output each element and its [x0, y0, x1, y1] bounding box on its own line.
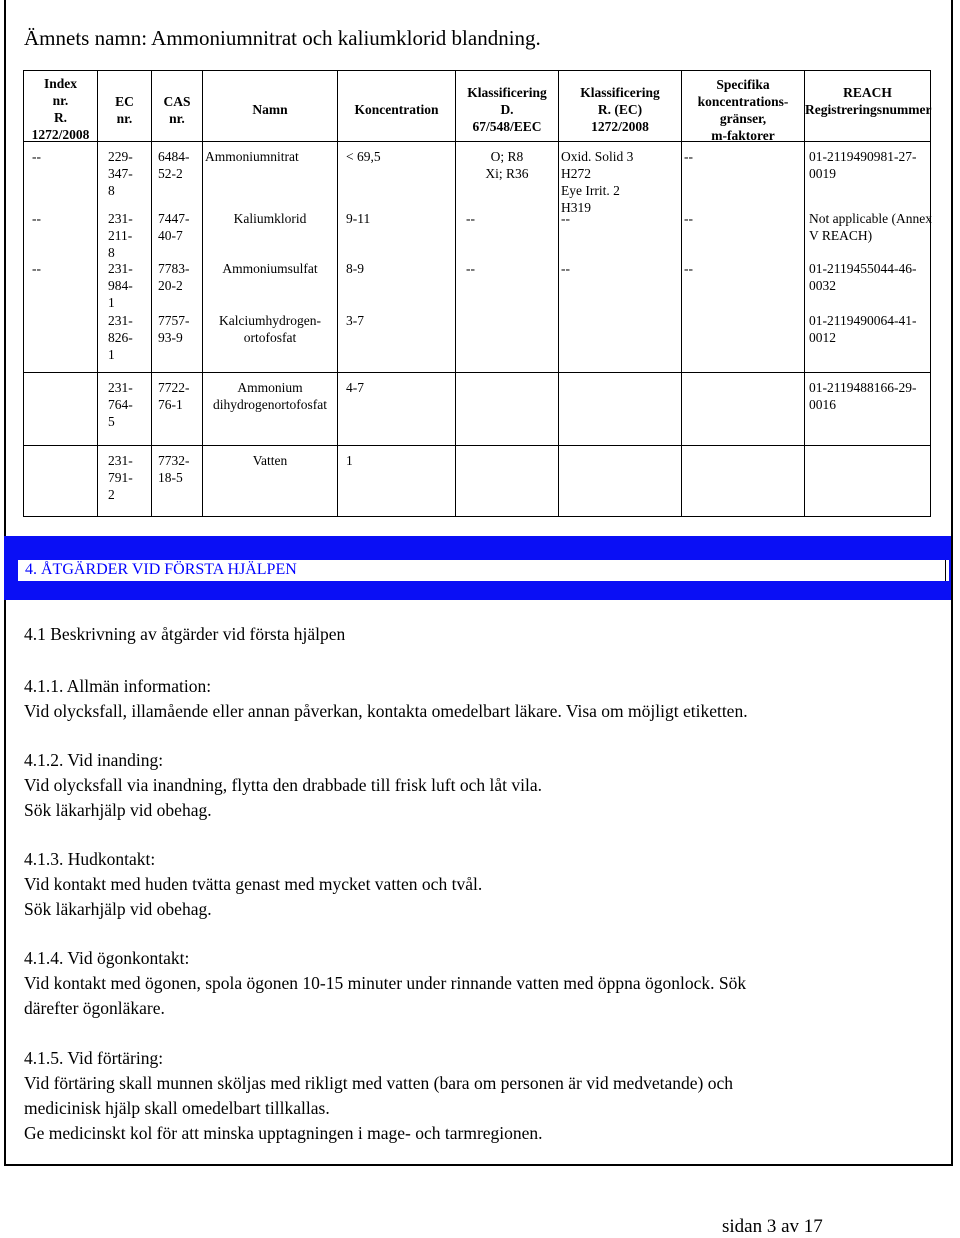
cell-reach: 01-2119490981-27-	[809, 149, 917, 164]
subheading: 4.1.5. Vid förtäring:	[24, 1048, 164, 1068]
cell-klass-d-cell	[456, 446, 559, 517]
cell-reach: 01-2119490064-41-	[809, 313, 917, 328]
header-ec: EC	[115, 94, 134, 109]
paragraph-line: Vid förtäring skall munnen sköljas med rikligt med vatten (bara om personen är vid medvetande) och	[24, 1073, 733, 1093]
cell-klass-d-cell	[456, 254, 559, 306]
header-klass-d: 67/548/EEC	[472, 119, 542, 134]
cell-klass-d-cell	[456, 306, 559, 373]
cell-spec-cell	[682, 373, 805, 446]
subheading: 4.1.1. Allmän information:	[24, 676, 212, 696]
cell-index-cell	[24, 446, 98, 517]
subheading: 4.1 Beskrivning av åtgärder vid första hjälpen	[24, 624, 346, 644]
paragraph-line: Ge medicinskt kol för att minska upptagningen i mage- och tarmregionen.	[24, 1123, 543, 1143]
cell-ec: 231-	[108, 313, 133, 328]
cell-konc: 1	[346, 453, 353, 468]
cell-cas-cell	[152, 446, 203, 517]
header-namn-cell	[203, 71, 338, 142]
cell-ec: 1	[108, 295, 115, 310]
cell-index: --	[32, 211, 41, 226]
cell-konc-cell	[338, 254, 456, 306]
text-cursor	[945, 560, 946, 581]
header-reach: REACH	[843, 85, 892, 100]
header-koncentration-cell	[338, 71, 456, 142]
cell-index-cell	[24, 142, 98, 205]
cell-reach: 0016	[809, 397, 836, 412]
cell-namn: ortofosfat	[243, 330, 297, 345]
paragraph-line: Sök läkarhjälp vid obehag.	[24, 800, 212, 820]
cell-spec-cell	[682, 254, 805, 306]
cell-reach: 0019	[809, 166, 836, 181]
paragraph-line: därefter ögonläkare.	[24, 998, 165, 1018]
cell-ec-cell	[98, 306, 152, 373]
cell-reach-cell	[805, 446, 931, 517]
cell-spec-cell	[682, 306, 805, 373]
header-index: nr.	[52, 93, 69, 108]
paragraph-line: Vid olycksfall, illamående eller annan påverkan, kontakta omedelbart läkare. Visa om möjligt etiketten.	[24, 701, 748, 721]
cell-spec-cell	[682, 204, 805, 254]
cell-namn-cell	[203, 204, 338, 254]
header-specifika: Specifika	[716, 77, 770, 92]
cell-reach: V REACH)	[809, 228, 873, 243]
paragraph-line: Vid olycksfall via inandning, flytta den drabbade till frisk luft och låt vila.	[24, 775, 542, 795]
cell-ec-cell	[98, 373, 152, 446]
cell-namn: Ammoniumnitrat	[205, 149, 299, 164]
header-klass-d: Klassificering	[467, 85, 547, 100]
cell-klass-d: O; R8	[490, 149, 524, 164]
cell-ec: 231-	[108, 380, 133, 395]
cell-namn: Kaliumklorid	[233, 211, 307, 226]
table-row	[24, 254, 931, 306]
header-index-cell	[24, 71, 98, 142]
cell-klass-r: Eye Irrit. 2	[561, 183, 620, 198]
header-reach: Registreringsnummer	[805, 102, 932, 117]
header-index: 1272/2008	[31, 127, 90, 142]
cell-namn: dihydrogenortofosfat	[213, 397, 327, 412]
cell-namn: Ammoniumsulfat	[222, 261, 318, 276]
header-klass-d-cell	[456, 71, 559, 142]
cell-cas-cell	[152, 204, 203, 254]
cell-konc-cell	[338, 204, 456, 254]
paragraph-line: Vid kontakt med ögonen, spola ögonen 10-15 minuter under rinnande vatten med öppna ögonlock. Sök	[24, 973, 747, 993]
cell-klass-d-cell	[456, 142, 559, 205]
cell-reach-cell	[805, 373, 931, 446]
cell-ec: 229-	[108, 149, 133, 164]
header-index: Index	[43, 76, 77, 91]
cell-ec: 5	[108, 414, 115, 429]
cell-cas-cell	[152, 373, 203, 446]
cell-cas: 6484-	[158, 149, 190, 164]
cell-cas: 7732-	[158, 453, 190, 468]
cell-ec: 231-	[108, 261, 133, 276]
cell-reach: Not applicable (Annex	[809, 211, 932, 226]
header-specifika: gränser,	[719, 111, 767, 126]
cell-ec: 984-	[108, 278, 133, 293]
header-koncentration: Koncentration	[354, 102, 439, 117]
header-cas: nr.	[169, 111, 185, 126]
cell-index: --	[32, 261, 41, 276]
cell-klass-r-cell	[559, 142, 682, 215]
header-specifika: m-faktorer	[711, 128, 775, 143]
cell-cas-cell	[152, 306, 203, 373]
paragraph-line: medicinisk hjälp skall omedelbart tillkallas.	[24, 1098, 330, 1118]
paragraph-line: Vid kontakt med huden tvätta genast med mycket vatten och tvål.	[24, 874, 483, 894]
table-row	[24, 204, 931, 254]
cell-cas: 18-5	[158, 470, 183, 485]
cell-index-cell	[24, 373, 98, 446]
cell-ec: 2	[108, 487, 115, 502]
cell-ec-cell	[98, 204, 152, 260]
cell-reach-cell	[805, 306, 931, 373]
cell-cas: 7722-	[158, 380, 190, 395]
cell-cas: 52-2	[158, 166, 183, 181]
cell-namn-cell	[203, 254, 338, 306]
subheading: 4.1.4. Vid ögonkontakt:	[24, 948, 190, 968]
cell-ec: 826-	[108, 330, 133, 345]
subheading: 4.1.3. Hudkontakt:	[24, 849, 156, 869]
cell-cas: 76-1	[158, 397, 183, 412]
cell-ec: 1	[108, 347, 115, 362]
header-klass-r: 1272/2008	[591, 119, 649, 134]
cell-ec: 211-	[108, 228, 133, 243]
cell-klass-r: H319	[561, 200, 591, 215]
cell-ec: 8	[108, 245, 115, 260]
header-namn: Namn	[252, 102, 288, 117]
cell-reach-cell	[805, 142, 931, 205]
cell-ec: 347-	[108, 166, 133, 181]
cell-spec-cell	[682, 446, 805, 517]
cell-namn: Kalciumhydrogen-	[219, 313, 321, 328]
cell-konc-cell	[338, 373, 456, 446]
cell-klass-d: --	[466, 211, 475, 226]
cell-ec-cell	[98, 142, 152, 205]
cell-spec: --	[684, 261, 693, 276]
cell-cas-cell	[152, 142, 203, 205]
cell-klass-r-cell	[559, 373, 682, 446]
header-index: R.	[53, 110, 68, 125]
cell-ec-cell	[98, 254, 152, 310]
cell-konc: < 69,5	[346, 149, 381, 164]
table-row	[24, 446, 931, 517]
cell-spec: --	[684, 211, 693, 226]
cell-ec: 791-	[108, 470, 133, 485]
header-cas: CAS	[163, 94, 191, 109]
cell-namn-cell	[203, 373, 338, 446]
cell-ec: 231-	[108, 453, 133, 468]
cell-cas: 7757-	[158, 313, 190, 328]
cell-konc-cell	[338, 142, 456, 205]
cell-cas: 7447-	[158, 211, 190, 226]
table-row	[24, 142, 931, 205]
header-ec-cell	[98, 71, 152, 142]
subheading: 4.1.2. Vid inanding:	[24, 750, 164, 770]
cell-namn-cell	[203, 142, 338, 205]
cell-klass-r: --	[561, 211, 570, 226]
paragraph-line: Sök läkarhjälp vid obehag.	[24, 899, 212, 919]
table-row	[24, 373, 931, 446]
table-header-row	[24, 71, 931, 142]
cell-konc: 9-11	[346, 211, 371, 226]
cell-ec: 764-	[108, 397, 133, 412]
cell-reach: 0032	[809, 278, 836, 293]
cell-reach: 0012	[809, 330, 836, 345]
cell-klass-d-cell	[456, 204, 559, 254]
cell-index-cell	[24, 204, 98, 254]
cell-klass-d-cell	[456, 373, 559, 446]
cell-index-cell	[24, 306, 98, 373]
header-klass-r-cell	[559, 71, 682, 142]
cell-klass-r: H272	[561, 166, 591, 181]
header-reach-cell	[805, 71, 931, 142]
cell-ec: 231-	[108, 211, 133, 226]
cell-klass-r: --	[561, 261, 570, 276]
cell-cas: 7783-	[158, 261, 190, 276]
cell-klass-r: Oxid. Solid 3	[561, 149, 634, 164]
cell-ec-cell	[98, 446, 152, 517]
cell-klass-r-cell	[559, 254, 682, 306]
cell-ec: 8	[108, 183, 115, 198]
cell-index-cell	[24, 254, 98, 306]
cell-index: --	[32, 149, 41, 164]
cell-namn: Ammonium	[237, 380, 303, 395]
cell-klass-d: Xi; R36	[485, 166, 529, 181]
page-number: sidan 3 av 17	[722, 1216, 823, 1237]
cell-reach-cell	[805, 254, 931, 306]
cell-namn-cell	[203, 306, 338, 373]
cell-konc-cell	[338, 446, 456, 517]
cell-konc-cell	[338, 306, 456, 373]
section-heading: 4. ÅTGÄRDER VID FÖRSTA HJÄLPEN	[25, 561, 297, 578]
header-klass-d: D.	[500, 102, 514, 117]
header-cas-cell	[152, 71, 203, 142]
header-ec: nr.	[116, 111, 133, 126]
cell-klass-r-cell	[559, 306, 682, 373]
cell-konc: 3-7	[346, 313, 364, 328]
document-title: Ämnets namn: Ammoniumnitrat och kaliumklorid blandning.	[24, 26, 541, 50]
cell-reach-cell	[805, 204, 931, 254]
header-klass-r: R. (EC)	[597, 102, 643, 117]
header-specifika-cell	[682, 71, 805, 142]
cell-konc: 8-9	[346, 261, 364, 276]
cell-spec-cell	[682, 142, 805, 205]
header-klass-r: Klassificering	[580, 85, 660, 100]
cell-konc: 4-7	[346, 380, 364, 395]
cell-klass-r-cell	[559, 204, 682, 254]
cell-reach: 01-2119455044-46-	[809, 261, 917, 276]
table-row	[24, 306, 931, 373]
cell-cas-cell	[152, 254, 203, 306]
section-heading-bar	[4, 536, 951, 600]
cell-cas: 40-7	[158, 228, 183, 243]
cell-klass-d: --	[466, 261, 475, 276]
header-specifika: koncentrations-	[697, 94, 789, 109]
cell-reach: 01-2119488166-29-	[809, 380, 917, 395]
cell-cas: 93-9	[158, 330, 183, 345]
cell-namn: Vatten	[252, 453, 288, 468]
cell-klass-r-cell	[559, 446, 682, 517]
substance-table	[23, 70, 931, 517]
cell-cas: 20-2	[158, 278, 183, 293]
cell-namn-cell	[203, 446, 338, 517]
cell-spec: --	[684, 149, 693, 164]
